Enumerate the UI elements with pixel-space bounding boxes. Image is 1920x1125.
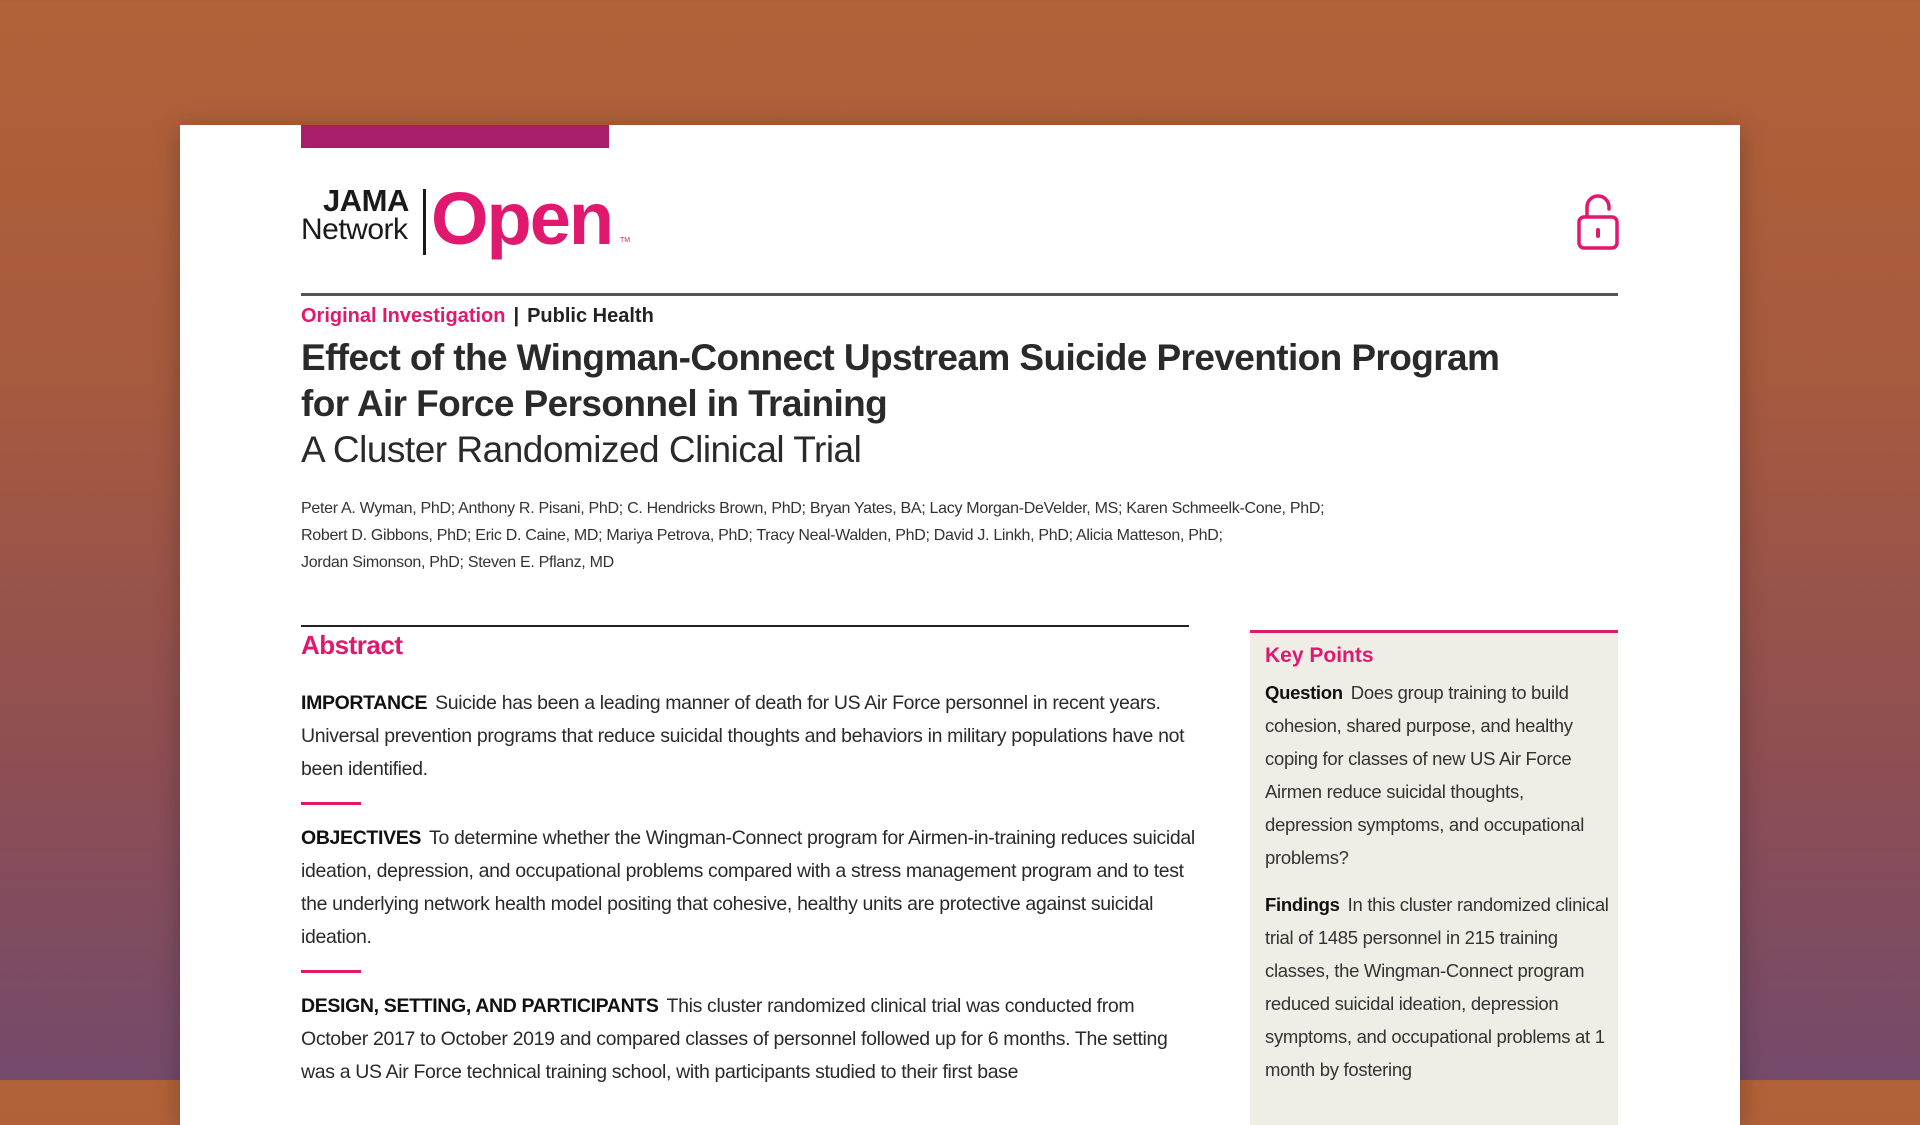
header-divider [301, 293, 1618, 296]
section-label: IMPORTANCE [301, 692, 428, 714]
section-label: OBJECTIVES [301, 827, 422, 849]
section-text: This cluster randomized clinical trial was conducted from October 2017 to October 2019 and compared classes of personnel followed up for 6 months. The setting was a US Air Force technical training school, with participants studied to their first base [301, 995, 1168, 1083]
logo-trademark: TM [620, 237, 631, 244]
author-list [301, 495, 1541, 576]
open-access-lock-icon[interactable] [1575, 193, 1621, 251]
key-points-body [1265, 676, 1610, 1100]
abstract-divider [301, 625, 1189, 627]
logo-open-text: Open [431, 177, 613, 260]
journal-color-bar [301, 125, 609, 148]
article-category [301, 305, 654, 328]
key-points-heading: Key Points [1265, 644, 1374, 667]
abstract-body [301, 687, 1196, 1089]
author-line: Robert D. Gibbons, PhD; Eric D. Caine, MD; Mariya Petrova, PhD; Tracy Neal-Walden, PhD; David J. Linkh, PhD; Alicia Matteson, PhD; [301, 527, 1223, 544]
section-text: Suicide has been a leading manner of death for US Air Force personnel in recent years. Universal prevention programs that reduce suicidal thoughts and behaviors in military populations have not been identified. [301, 692, 1185, 780]
section-divider [301, 802, 361, 805]
abstract-section-objectives [301, 822, 1196, 954]
findings-text: In this cluster randomized clinical trial of 1485 personnel in 215 training classes, the Wingman-Connect program reduced suicidal ideation, depression symptoms, and occupational problems at 1 month by fostering [1265, 894, 1609, 1080]
section-text: To determine whether the Wingman-Connect program for Airmen-in-training reduces suicidal ideation, depression, and occupational problems compared with a stress management program and to test the underlying network health model positing that cohesive, healthy units are protective against suicidal ideation. [301, 827, 1195, 948]
logo-jama-text: JAMA [323, 183, 409, 218]
article-title: Effect of the Wingman-Connect Upstream Suicide Prevention Program for Air Force Personnel in Training [301, 337, 1500, 424]
logo-network-text: Network [301, 213, 408, 246]
key-points-box [1250, 630, 1618, 1125]
author-line: Peter A. Wyman, PhD; Anthony R. Pisani, PhD; C. Hendricks Brown, PhD; Bryan Yates, BA; Lacy Morgan-DeVelder, MS; Karen Schmeelk-Cone, PhD; [301, 500, 1325, 517]
abstract-section-importance [301, 687, 1196, 786]
category-primary[interactable]: Original Investigation [301, 305, 506, 327]
jama-network-open-logo[interactable] [301, 177, 661, 275]
section-label: DESIGN, SETTING, AND PARTICIPANTS [301, 995, 659, 1017]
category-separator: | [513, 305, 520, 327]
key-point-question [1265, 676, 1610, 874]
key-point-findings [1265, 888, 1610, 1086]
question-text: Does group training to build cohesion, shared purpose, and healthy coping for classes of new US Air Force Airmen reduce suicidal thoughts, depression symptoms, and occupational problems? [1265, 682, 1585, 868]
author-line: Jordan Simonson, PhD; Steven E. Pflanz, MD [301, 554, 614, 571]
logo-divider [423, 189, 426, 255]
article-subtitle: A Cluster Randomized Clinical Trial [301, 429, 862, 470]
category-secondary[interactable]: Public Health [527, 305, 654, 327]
question-label: Question [1265, 682, 1343, 703]
section-divider [301, 970, 361, 973]
article-page [180, 125, 1740, 1125]
findings-label: Findings [1265, 894, 1340, 915]
abstract-heading: Abstract [301, 630, 403, 660]
abstract-section-design [301, 990, 1196, 1089]
